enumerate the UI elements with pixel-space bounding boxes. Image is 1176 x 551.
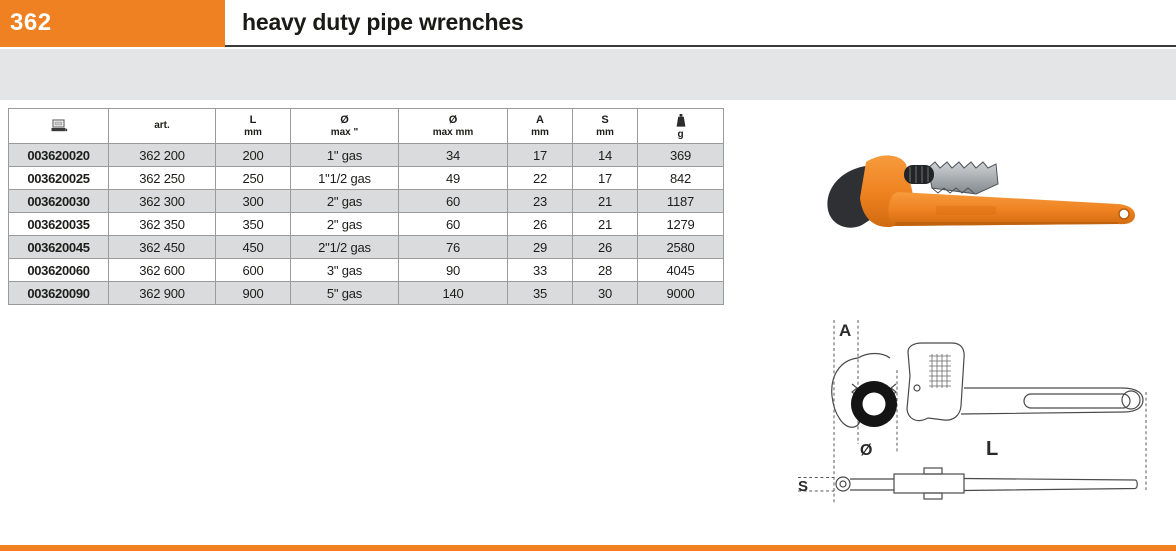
cell-value: 9000 xyxy=(638,282,724,305)
cell-value: 200 xyxy=(216,144,291,167)
cell-value: 30 xyxy=(573,282,638,305)
cell-value: 60 xyxy=(399,190,508,213)
cell-value: 362 350 xyxy=(109,213,216,236)
cell-value: 29 xyxy=(508,236,573,259)
spec-table xyxy=(8,108,724,305)
table-row xyxy=(9,144,724,167)
cell-value: 362 600 xyxy=(109,259,216,282)
cell-value: 600 xyxy=(216,259,291,282)
drawing-side-view xyxy=(836,468,1137,499)
cell-value: 2" gas xyxy=(291,190,399,213)
col-header-length: L mm xyxy=(216,109,291,144)
cell-value: 362 450 xyxy=(109,236,216,259)
dim-label-thickness: S xyxy=(798,478,809,495)
cell-value: 250 xyxy=(216,167,291,190)
wrench-handle xyxy=(888,192,1135,226)
table-row xyxy=(9,167,724,190)
drawing-handle-outline xyxy=(961,388,1143,414)
cell-value: 5" gas xyxy=(291,282,399,305)
dim-label-a: A xyxy=(839,321,852,340)
cell-value: 369 xyxy=(638,144,724,167)
cell-value: 842 xyxy=(638,167,724,190)
cell-value: 1" gas xyxy=(291,144,399,167)
col-header-s: S mm xyxy=(573,109,638,144)
drawing-body-outline xyxy=(907,343,964,421)
cell-value: 2" gas xyxy=(291,213,399,236)
col-header-art: art. xyxy=(109,109,216,144)
cell-value: 22 xyxy=(508,167,573,190)
cell-value: 28 xyxy=(573,259,638,282)
table-row xyxy=(9,259,724,282)
cell-value: 4045 xyxy=(638,259,724,282)
cell-value: 362 200 xyxy=(109,144,216,167)
cell-value: 2580 xyxy=(638,236,724,259)
cell-value: 17 xyxy=(508,144,573,167)
cell-code: 003620045 xyxy=(9,236,109,259)
cell-value: 49 xyxy=(399,167,508,190)
cell-value: 1"1/2 gas xyxy=(291,167,399,190)
cell-code: 003620030 xyxy=(9,190,109,213)
handle-hang-hole xyxy=(1119,209,1129,219)
cell-value: 350 xyxy=(216,213,291,236)
table-row xyxy=(9,282,724,305)
footer-accent-bar xyxy=(0,545,1176,551)
col-header-a: A mm xyxy=(508,109,573,144)
cell-value: 34 xyxy=(399,144,508,167)
wrench-adjustment-nut xyxy=(904,165,934,184)
cell-value: 23 xyxy=(508,190,573,213)
spec-table-body xyxy=(9,144,724,305)
cell-value: 76 xyxy=(399,236,508,259)
cell-value: 1187 xyxy=(638,190,724,213)
model-number-block xyxy=(0,0,225,47)
cell-value: 2"1/2 gas xyxy=(291,236,399,259)
cell-value: 140 xyxy=(399,282,508,305)
cell-value: 14 xyxy=(573,144,638,167)
title-underline xyxy=(225,45,1176,47)
cell-value: 26 xyxy=(573,236,638,259)
technical-drawing xyxy=(786,312,1176,510)
cell-value: 1279 xyxy=(638,213,724,236)
table-row xyxy=(9,213,724,236)
cell-code: 003620060 xyxy=(9,259,109,282)
spec-table-header xyxy=(9,109,724,144)
table-row xyxy=(9,190,724,213)
table-row xyxy=(9,236,724,259)
cell-value: 900 xyxy=(216,282,291,305)
cell-value: 35 xyxy=(508,282,573,305)
header-band xyxy=(0,49,1176,100)
cell-code: 003620025 xyxy=(9,167,109,190)
dim-label-length: L xyxy=(986,438,999,460)
barcode-icon xyxy=(9,109,108,143)
cell-value: 21 xyxy=(573,213,638,236)
cell-value: 17 xyxy=(573,167,638,190)
cell-value: 362 900 xyxy=(109,282,216,305)
drawing-pipe-section xyxy=(851,381,897,427)
cell-value: 33 xyxy=(508,259,573,282)
cell-value: 90 xyxy=(399,259,508,282)
cell-value: 26 xyxy=(508,213,573,236)
cell-value: 450 xyxy=(216,236,291,259)
cell-value: 21 xyxy=(573,190,638,213)
cell-code: 003620035 xyxy=(9,213,109,236)
dim-label-diameter: Ø xyxy=(860,442,873,459)
cell-value: 362 250 xyxy=(109,167,216,190)
cell-code: 003620090 xyxy=(9,282,109,305)
col-header-code xyxy=(9,109,109,144)
col-header-weight: g xyxy=(638,109,724,144)
cell-value: 3" gas xyxy=(291,259,399,282)
cell-value: 300 xyxy=(216,190,291,213)
col-header-diameter-mm: Ø max mm xyxy=(399,109,508,144)
cell-value: 362 300 xyxy=(109,190,216,213)
model-number: 362 xyxy=(10,9,52,36)
col-header-diameter-inch: Ø max " xyxy=(291,109,399,144)
cell-value: 60 xyxy=(399,213,508,236)
cell-code: 003620020 xyxy=(9,144,109,167)
wrench-serrated-rack xyxy=(928,162,998,194)
page-title: heavy duty pipe wrenches xyxy=(242,9,524,35)
weight-icon xyxy=(638,111,723,129)
product-photo-pipe-wrench xyxy=(800,132,1160,244)
